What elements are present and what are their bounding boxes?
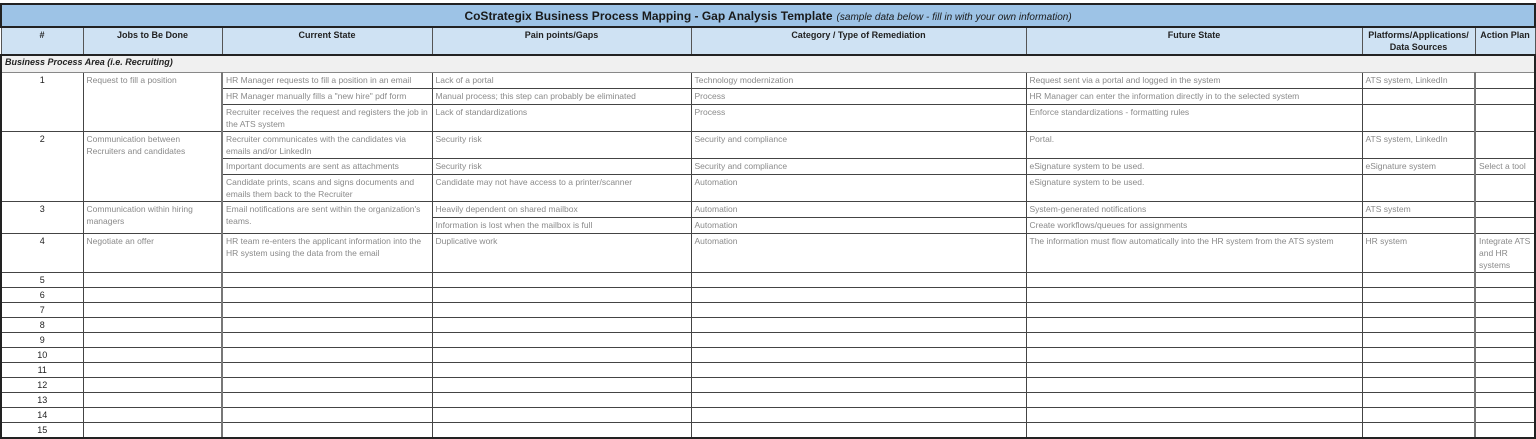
current-state-cell[interactable]: HR team re-enters the applicant information into the HR system using the data from the email xyxy=(222,234,432,273)
pain-cell[interactable] xyxy=(432,423,691,439)
current-state-cell[interactable] xyxy=(222,423,432,439)
pain-cell[interactable]: Heavily dependent on shared mailbox xyxy=(432,202,691,218)
jobs-cell[interactable] xyxy=(83,363,222,378)
platforms-cell[interactable]: ATS system, LinkedIn xyxy=(1362,132,1475,159)
jobs-cell[interactable]: Communication within hiring managers xyxy=(83,202,222,234)
category-cell[interactable] xyxy=(691,393,1026,408)
table-row xyxy=(1,159,1535,175)
category-cell[interactable]: Automation xyxy=(691,202,1026,218)
action-plan-cell[interactable] xyxy=(1475,363,1535,378)
platforms-cell[interactable] xyxy=(1362,333,1475,348)
future-state-cell[interactable] xyxy=(1026,303,1362,318)
header-current-state[interactable]: Current State xyxy=(222,27,432,55)
action-plan-cell[interactable] xyxy=(1475,408,1535,423)
platforms-cell[interactable]: ATS system xyxy=(1362,202,1475,218)
future-state-cell[interactable]: eSignature system to be used. xyxy=(1026,175,1362,202)
header-future-state[interactable]: Future State xyxy=(1026,27,1362,55)
current-state-cell[interactable]: Important documents are sent as attachments xyxy=(222,159,432,175)
action-plan-cell[interactable] xyxy=(1475,218,1535,234)
platforms-cell[interactable] xyxy=(1362,303,1475,318)
current-state-cell[interactable] xyxy=(222,408,432,423)
gap-analysis-sheet xyxy=(0,3,1534,439)
table-row xyxy=(1,303,1535,318)
row-number[interactable]: 2 xyxy=(1,132,83,202)
platforms-cell[interactable] xyxy=(1362,363,1475,378)
action-plan-cell[interactable] xyxy=(1475,348,1535,363)
pain-cell[interactable]: Duplicative work xyxy=(432,234,691,273)
current-state-cell[interactable]: Recruiter communicates with the candidates via emails and/or LinkedIn xyxy=(222,132,432,159)
category-cell[interactable] xyxy=(691,333,1026,348)
table-row xyxy=(1,132,1535,159)
table-row xyxy=(1,175,1535,202)
current-state-cell[interactable] xyxy=(222,363,432,378)
table-row xyxy=(1,105,1535,132)
sheet-title: CoStrategix Business Process Mapping - Gap Analysis Template xyxy=(464,8,833,23)
future-state-cell[interactable] xyxy=(1026,408,1362,423)
table-row xyxy=(1,202,1535,218)
future-state-cell[interactable]: System-generated notifications xyxy=(1026,202,1362,218)
pain-cell[interactable] xyxy=(432,318,691,333)
pain-cell[interactable] xyxy=(432,303,691,318)
header-category[interactable]: Category / Type of Remediation xyxy=(691,27,1026,55)
pain-cell[interactable] xyxy=(432,273,691,288)
current-state-cell[interactable]: HR Manager requests to fill a position in an email xyxy=(222,73,432,89)
row-number[interactable]: 15 xyxy=(1,423,83,439)
row-number[interactable]: 12 xyxy=(1,378,83,393)
column-header-row xyxy=(1,27,1535,55)
sheet-subtitle: (sample data below - fill in with your own information) xyxy=(836,11,1072,23)
table-row xyxy=(1,378,1535,393)
jobs-cell[interactable] xyxy=(83,423,222,439)
platforms-cell[interactable] xyxy=(1362,89,1475,105)
jobs-cell[interactable] xyxy=(83,348,222,363)
jobs-cell[interactable] xyxy=(83,393,222,408)
table-row xyxy=(1,393,1535,408)
section-label[interactable]: Business Process Area (i.e. Recruiting) xyxy=(1,55,1535,73)
action-plan-cell[interactable] xyxy=(1475,393,1535,408)
future-state-cell[interactable] xyxy=(1026,318,1362,333)
future-state-cell[interactable]: Create workflows/queues for assignments xyxy=(1026,218,1362,234)
header-action-plan[interactable]: Action Plan xyxy=(1475,27,1535,55)
future-state-cell[interactable]: eSignature system to be used. xyxy=(1026,159,1362,175)
row-number[interactable]: 8 xyxy=(1,318,83,333)
category-cell[interactable] xyxy=(691,348,1026,363)
action-plan-cell[interactable] xyxy=(1475,318,1535,333)
current-state-cell[interactable]: Email notifications are sent within the organization's teams. xyxy=(222,202,432,234)
jobs-cell[interactable]: Communication between Recruiters and candidates xyxy=(83,132,222,202)
table-row xyxy=(1,318,1535,333)
platforms-cell[interactable] xyxy=(1362,423,1475,439)
row-number[interactable]: 10 xyxy=(1,348,83,363)
future-state-cell[interactable] xyxy=(1026,273,1362,288)
current-state-cell[interactable] xyxy=(222,393,432,408)
category-cell[interactable]: Automation xyxy=(691,175,1026,202)
category-cell[interactable] xyxy=(691,423,1026,439)
current-state-cell[interactable] xyxy=(222,273,432,288)
table-row xyxy=(1,89,1535,105)
pain-cell[interactable]: Lack of a portal xyxy=(432,73,691,89)
row-number[interactable]: 7 xyxy=(1,303,83,318)
platforms-cell[interactable]: eSignature system xyxy=(1362,159,1475,175)
header-number[interactable]: # xyxy=(1,27,83,55)
category-cell[interactable]: Technology modernization xyxy=(691,73,1026,89)
jobs-cell[interactable] xyxy=(83,378,222,393)
future-state-cell[interactable]: Enforce standardizations - formatting rules xyxy=(1026,105,1362,132)
row-number[interactable]: 9 xyxy=(1,333,83,348)
pain-cell[interactable]: Candidate may not have access to a printer/scanner xyxy=(432,175,691,202)
category-cell[interactable]: Security and compliance xyxy=(691,132,1026,159)
platforms-cell[interactable] xyxy=(1362,273,1475,288)
pain-cell[interactable] xyxy=(432,408,691,423)
platforms-cell[interactable] xyxy=(1362,288,1475,303)
header-platforms[interactable]: Platforms/Applications/ Data Sources xyxy=(1362,27,1475,55)
action-plan-cell[interactable] xyxy=(1475,105,1535,132)
header-jobs-to-be-done[interactable]: Jobs to Be Done xyxy=(83,27,222,55)
action-plan-cell[interactable]: Select a tool xyxy=(1475,159,1535,175)
category-cell[interactable] xyxy=(691,378,1026,393)
current-state-cell[interactable]: HR Manager manually fills a "new hire" pdf form xyxy=(222,89,432,105)
platforms-cell[interactable] xyxy=(1362,105,1475,132)
current-state-cell[interactable] xyxy=(222,348,432,363)
table-row xyxy=(1,288,1535,303)
action-plan-cell[interactable] xyxy=(1475,89,1535,105)
row-number[interactable]: 13 xyxy=(1,393,83,408)
action-plan-cell[interactable] xyxy=(1475,132,1535,159)
jobs-cell[interactable] xyxy=(83,318,222,333)
future-state-cell[interactable]: Portal. xyxy=(1026,132,1362,159)
current-state-cell[interactable] xyxy=(222,288,432,303)
pain-cell[interactable]: Information is lost when the mailbox is full xyxy=(432,218,691,234)
action-plan-cell[interactable] xyxy=(1475,423,1535,439)
action-plan-cell[interactable] xyxy=(1475,175,1535,202)
table-row xyxy=(1,348,1535,363)
pain-cell[interactable] xyxy=(432,393,691,408)
category-cell[interactable] xyxy=(691,273,1026,288)
category-cell[interactable]: Process xyxy=(691,105,1026,132)
title-row xyxy=(1,4,1535,27)
action-plan-cell[interactable] xyxy=(1475,333,1535,348)
current-state-cell[interactable] xyxy=(222,318,432,333)
action-plan-cell[interactable] xyxy=(1475,273,1535,288)
future-state-cell[interactable] xyxy=(1026,378,1362,393)
title-cell[interactable] xyxy=(1,4,1535,27)
pain-cell[interactable]: Security risk xyxy=(432,159,691,175)
category-cell[interactable]: Process xyxy=(691,89,1026,105)
table-row xyxy=(1,333,1535,348)
section-row xyxy=(1,55,1535,73)
category-cell[interactable]: Automation xyxy=(691,234,1026,273)
action-plan-cell[interactable]: Integrate ATS and HR systems xyxy=(1475,234,1535,273)
row-number[interactable]: 1 xyxy=(1,73,83,132)
header-pain-points[interactable]: Pain points/Gaps xyxy=(432,27,691,55)
pain-cell[interactable] xyxy=(432,363,691,378)
category-cell[interactable] xyxy=(691,288,1026,303)
pain-cell[interactable]: Security risk xyxy=(432,132,691,159)
future-state-cell[interactable] xyxy=(1026,348,1362,363)
row-number[interactable]: 5 xyxy=(1,273,83,288)
category-cell[interactable] xyxy=(691,363,1026,378)
jobs-cell[interactable] xyxy=(83,273,222,288)
action-plan-cell[interactable] xyxy=(1475,378,1535,393)
table-row xyxy=(1,273,1535,288)
future-state-cell[interactable] xyxy=(1026,288,1362,303)
platforms-cell[interactable] xyxy=(1362,218,1475,234)
table-row xyxy=(1,234,1535,273)
category-cell[interactable] xyxy=(691,318,1026,333)
action-plan-cell[interactable] xyxy=(1475,73,1535,89)
future-state-cell[interactable]: Request sent via a portal and logged in the system xyxy=(1026,73,1362,89)
pain-cell[interactable]: Lack of standardizations xyxy=(432,105,691,132)
row-number[interactable]: 3 xyxy=(1,202,83,234)
future-state-cell[interactable] xyxy=(1026,393,1362,408)
action-plan-cell[interactable] xyxy=(1475,288,1535,303)
table-row xyxy=(1,408,1535,423)
row-number[interactable]: 14 xyxy=(1,408,83,423)
platforms-cell[interactable] xyxy=(1362,408,1475,423)
category-cell[interactable]: Automation xyxy=(691,218,1026,234)
future-state-cell[interactable] xyxy=(1026,363,1362,378)
pain-cell[interactable] xyxy=(432,348,691,363)
pain-cell[interactable]: Manual process; this step can probably be eliminated xyxy=(432,89,691,105)
pain-cell[interactable] xyxy=(432,333,691,348)
table-row xyxy=(1,363,1535,378)
platforms-cell[interactable] xyxy=(1362,348,1475,363)
current-state-cell[interactable]: Recruiter receives the request and registers the job in the ATS system xyxy=(222,105,432,132)
category-cell[interactable]: Security and compliance xyxy=(691,159,1026,175)
platforms-cell[interactable] xyxy=(1362,175,1475,202)
current-state-cell[interactable] xyxy=(222,378,432,393)
category-cell[interactable] xyxy=(691,408,1026,423)
row-number[interactable]: 6 xyxy=(1,288,83,303)
future-state-cell[interactable] xyxy=(1026,423,1362,439)
jobs-cell[interactable]: Negotiate an offer xyxy=(83,234,222,273)
row-number[interactable]: 11 xyxy=(1,363,83,378)
jobs-cell[interactable] xyxy=(83,288,222,303)
jobs-cell[interactable] xyxy=(83,408,222,423)
action-plan-cell[interactable] xyxy=(1475,202,1535,218)
platforms-cell[interactable] xyxy=(1362,318,1475,333)
category-cell[interactable] xyxy=(691,303,1026,318)
jobs-cell[interactable] xyxy=(83,303,222,318)
table-row xyxy=(1,73,1535,89)
future-state-cell[interactable]: The information must flow automatically into the HR system from the ATS system xyxy=(1026,234,1362,273)
current-state-cell[interactable] xyxy=(222,303,432,318)
gap-analysis-table xyxy=(0,3,1536,439)
current-state-cell[interactable]: Candidate prints, scans and signs documents and emails them back to the Recruiter xyxy=(222,175,432,202)
future-state-cell[interactable]: HR Manager can enter the information directly in to the selected system xyxy=(1026,89,1362,105)
action-plan-cell[interactable] xyxy=(1475,303,1535,318)
platforms-cell[interactable] xyxy=(1362,393,1475,408)
table-row xyxy=(1,423,1535,439)
platforms-cell[interactable]: HR system xyxy=(1362,234,1475,273)
row-number[interactable]: 4 xyxy=(1,234,83,273)
current-state-cell[interactable] xyxy=(222,333,432,348)
jobs-cell[interactable]: Request to fill a position xyxy=(83,73,222,132)
pain-cell[interactable] xyxy=(432,288,691,303)
jobs-cell[interactable] xyxy=(83,333,222,348)
pain-cell[interactable] xyxy=(432,378,691,393)
future-state-cell[interactable] xyxy=(1026,333,1362,348)
platforms-cell[interactable]: ATS system, LinkedIn xyxy=(1362,73,1475,89)
platforms-cell[interactable] xyxy=(1362,378,1475,393)
